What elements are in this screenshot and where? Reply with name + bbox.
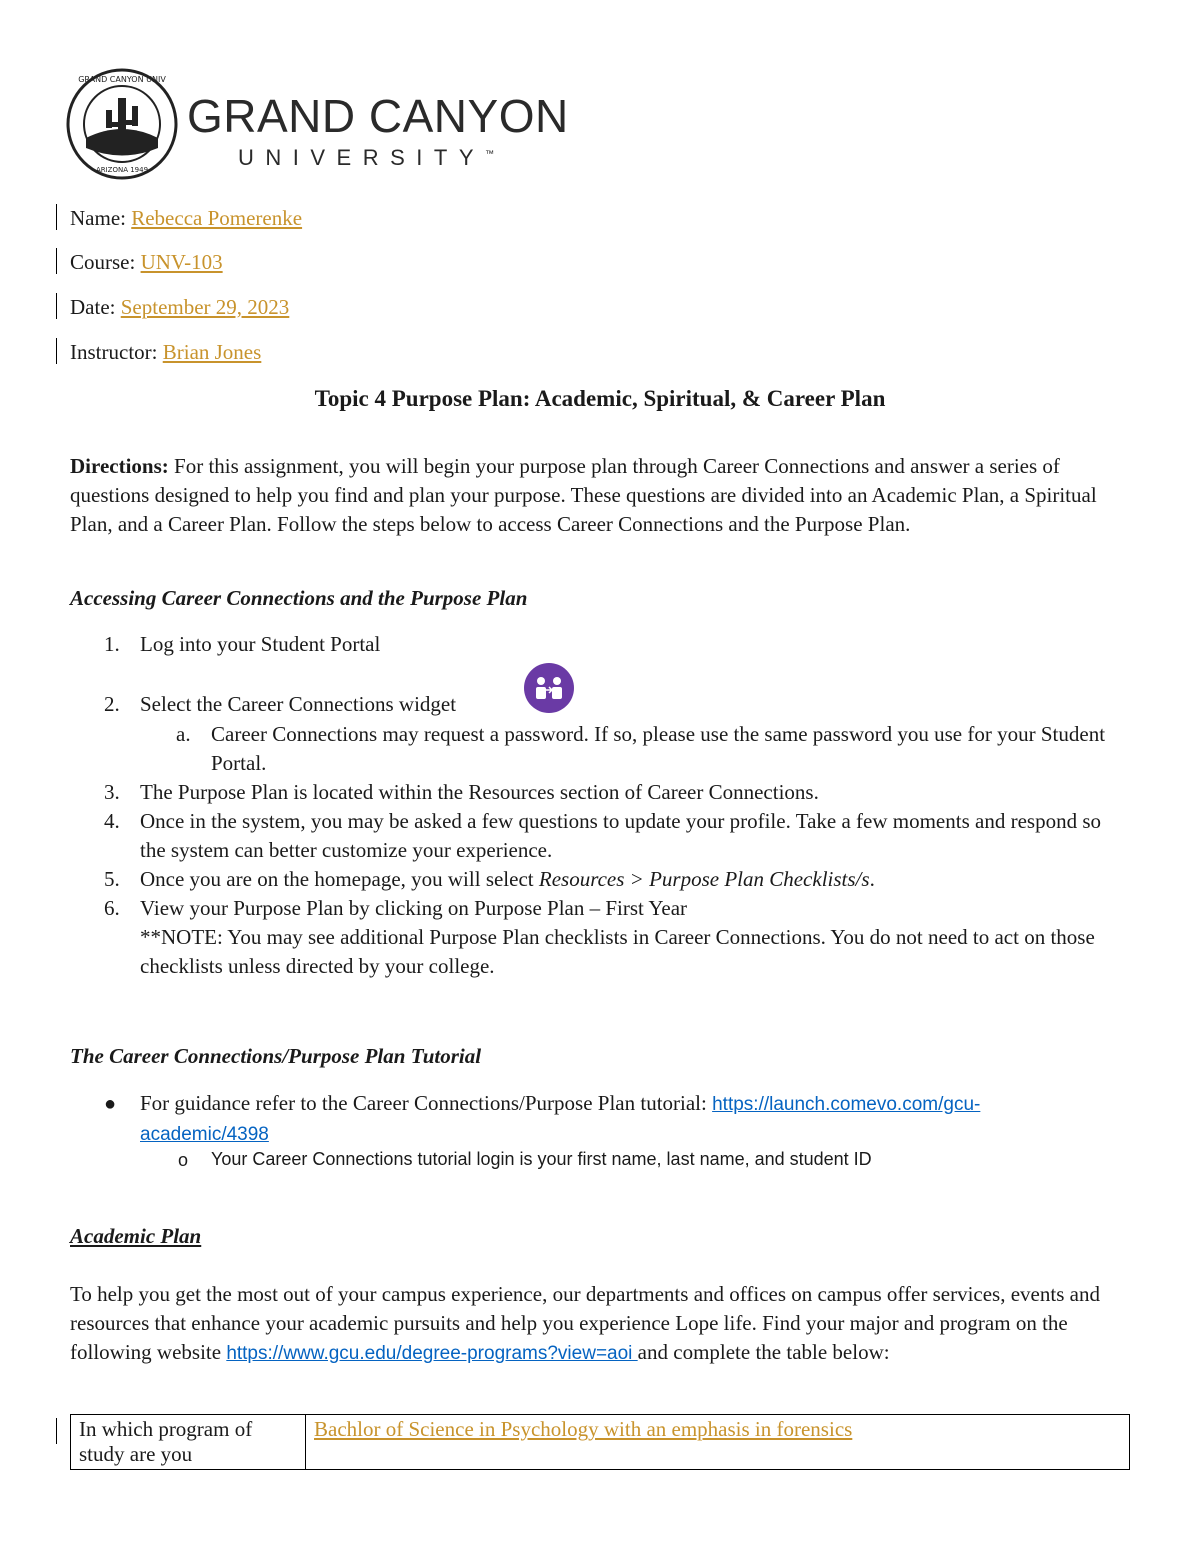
page-title: Topic 4 Purpose Plan: Academic, Spiritual, & Career Plan — [314, 386, 886, 411]
table-marker — [56, 1418, 57, 1444]
step-2a: Career Connections may request a password. If so, please use the same password you use for your Student Portal. — [211, 722, 1106, 775]
accessing-heading: Accessing Career Connections and the Purpose Plan — [70, 586, 528, 610]
course-line: Course: UNV-103 — [70, 250, 223, 274]
step-1: Log into your Student Portal — [140, 632, 381, 656]
course-value: UNV-103 — [140, 250, 223, 274]
step-5: Once you are on the homepage, you will select Resources > Purpose Plan Checklists/s. — [140, 867, 875, 891]
step-6-note: **NOTE: You may see additional Purpose Plan checklists in Career Connections. You do not need to act on those checklists unless directed by your college. — [140, 925, 1095, 978]
instructor-line: Instructor: Brian Jones — [70, 340, 262, 364]
step-6: View your Purpose Plan by clicking on Purpose Plan – First Year **NOTE: You may see additional Purpose Plan checklists in Career Connections. You do not need to act on those checklists unless directed by your college. — [140, 894, 1130, 981]
tutorial-bullet: For guidance refer to the Career Connections/Purpose Plan tutorial: https://launch.comevo.com/gcu- academic/4398 — [140, 1091, 981, 1145]
table-row — [71, 1415, 1130, 1470]
program-table — [70, 1414, 1130, 1470]
bullet-icon: ● — [104, 1093, 117, 1115]
wordmark-line1: GRAND CANYON — [187, 90, 569, 142]
student-name-line: Name: Rebecca Pomerenke — [70, 206, 303, 230]
degree-programs-link[interactable]: https://www.gcu.edu/degree-programs?view=aoi — [226, 1343, 638, 1364]
svg-text:GRAND CANYON UNIV: GRAND CANYON UNIV — [78, 75, 166, 84]
sub-bullet-marker: o — [178, 1150, 189, 1170]
directions-paragraph: Directions: For this assignment, you will begin your purpose plan through Career Connections and answer a series of questions designed to help you find and plan your purpose. These questions are divided into an Academic Plan, a Spiritual Plan, and a Career Plan. Follow the steps below to access Career Connections and the Purpose Plan. — [70, 454, 1097, 536]
academic-heading: Academic Plan — [70, 1224, 202, 1248]
svg-text:ARIZONA 1949: ARIZONA 1949 — [95, 166, 149, 174]
step-4: Once in the system, you may be asked a few questions to update your profile. Take a few moments and respond so the system can better customize your experience. — [140, 809, 1101, 862]
program-question-cell: In which program of study are you — [71, 1415, 306, 1470]
tutorial-heading: The Career Connections/Purpose Plan Tutorial — [70, 1044, 482, 1068]
career-connections-widget-icon — [524, 663, 574, 713]
program-answer-cell[interactable] — [306, 1415, 1130, 1470]
wordmark-line2: UNIVERSITY™ — [238, 145, 495, 170]
step-3: The Purpose Plan is located within the Resources section of Career Connections. — [140, 780, 819, 804]
date-line: Date: September 29, 2023 — [70, 295, 290, 319]
tutorial-link-cont[interactable]: academic/4398 — [140, 1124, 269, 1145]
tutorial-link[interactable]: https://launch.comevo.com/gcu- — [712, 1094, 981, 1115]
university-logo — [66, 68, 569, 180]
program-answer: Bachlor of Science in Psychology with an emphasis in forensics — [314, 1417, 853, 1441]
student-name-value: Rebecca Pomerenke — [131, 206, 303, 230]
tutorial-sub-bullet: Your Career Connections tutorial login is your first name, last name, and student ID — [211, 1149, 872, 1169]
university-seal-icon — [66, 68, 178, 180]
academic-paragraph: To help you get the most out of your campus experience, our departments and offices on campus offer services, events and resources that enhance your academic pursuits and help you experience Lope life. Find your major and program on the following website https://www.gcu.edu/degree-programs?view=aoi and complete the table below: — [70, 1282, 1100, 1364]
directions-label: Directions: — [70, 454, 169, 478]
date-value: September 29, 2023 — [120, 295, 290, 319]
instructor-value: Brian Jones — [162, 340, 262, 364]
step-2: Select the Career Connections widget — [140, 692, 457, 716]
